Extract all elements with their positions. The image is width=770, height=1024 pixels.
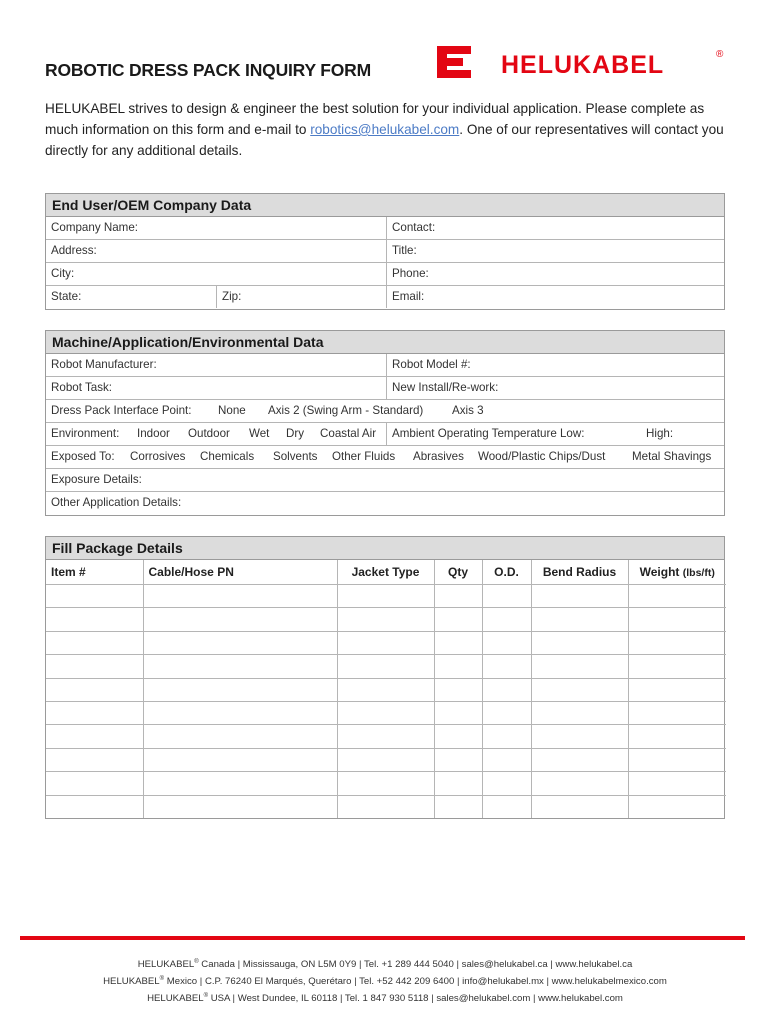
table-cell[interactable]: [337, 795, 434, 818]
table-row: [46, 795, 726, 818]
table-row: [46, 701, 726, 724]
weight-unit: (lbs/ft): [682, 567, 715, 579]
table-cell[interactable]: [628, 748, 726, 771]
table-cell[interactable]: [46, 585, 143, 608]
table-row: [46, 631, 726, 654]
address-row: [46, 240, 724, 263]
table-cell[interactable]: [482, 725, 531, 748]
environment-option-coastal-air[interactable]: Coastal Air: [320, 427, 377, 440]
robot-model-field[interactable]: Robot Model #:: [386, 354, 726, 376]
table-cell[interactable]: [434, 678, 482, 701]
intro-text-end: . One of our representatives will contact you directly for any additional details.: [45, 122, 724, 158]
table-cell[interactable]: [628, 701, 726, 724]
environment-option-indoor[interactable]: Indoor: [137, 427, 170, 440]
table-cell[interactable]: [46, 795, 143, 818]
form-title: ROBOTIC DRESS PACK INQUIRY FORM: [45, 60, 371, 80]
table-cell[interactable]: [143, 608, 337, 631]
contact-field[interactable]: Contact:: [386, 217, 726, 239]
column-header-bend-radius: Bend Radius: [531, 560, 628, 585]
interface-option-none[interactable]: None: [218, 404, 246, 417]
table-cell[interactable]: [434, 795, 482, 818]
table-cell[interactable]: [143, 585, 337, 608]
state-row: [46, 286, 724, 309]
exposed-row: [46, 446, 724, 469]
table-row: [46, 748, 726, 771]
logo-registered-mark: ®: [716, 49, 724, 60]
fill-package-heading: Fill Package Details: [46, 537, 724, 560]
fill-table-header-row: [46, 560, 726, 585]
table-row: [46, 772, 726, 795]
column-header-jacket-type: Jacket Type: [337, 560, 434, 585]
company-data-section: [45, 193, 725, 310]
state-field[interactable]: State:: [51, 290, 82, 303]
exposed-option-abrasives[interactable]: Abrasives: [413, 450, 464, 463]
table-cell[interactable]: [482, 795, 531, 818]
logo-wordmark: HELUKABEL: [501, 51, 665, 79]
column-header-cable-hose-pn: Cable/Hose PN: [143, 560, 337, 585]
table-cell[interactable]: [143, 631, 337, 654]
table-cell[interactable]: [434, 631, 482, 654]
weight-label: Weight: [639, 565, 680, 579]
footer-canada-text: Canada | Mississauga, ON L5M 0Y9 | Tel. +1 289 444 5040 | sales@helukabel.ca | www.helukabel.ca: [198, 959, 633, 971]
intro-text-start: HELUKABEL strives to design & engineer the best solution for your individual application. Please complete as much information on this form and e-mail to: [45, 101, 705, 137]
table-cell[interactable]: [434, 585, 482, 608]
table-cell[interactable]: [46, 608, 143, 631]
table-cell[interactable]: [337, 655, 434, 678]
table-cell[interactable]: [143, 655, 337, 678]
column-header-weight: [628, 560, 726, 585]
other-application-details-field[interactable]: Other Application Details:: [51, 496, 182, 509]
table-cell[interactable]: [46, 655, 143, 678]
machine-data-heading: Machine/Application/Environmental Data: [46, 331, 724, 354]
footer-canada: [0, 955, 770, 972]
table-cell[interactable]: [143, 748, 337, 771]
table-row: [46, 608, 726, 631]
exposed-option-solvents[interactable]: Solvents: [273, 450, 318, 463]
footer-divider: [20, 936, 745, 940]
table-cell[interactable]: [46, 631, 143, 654]
interface-label: Dress Pack Interface Point:: [51, 404, 192, 417]
table-cell[interactable]: [628, 678, 726, 701]
new-install-field[interactable]: New Install/Re-work:: [386, 377, 726, 399]
table-cell[interactable]: [531, 795, 628, 818]
environment-option-dry[interactable]: Dry: [286, 427, 305, 440]
robot-manufacturer-field[interactable]: Robot Manufacturer:: [51, 358, 157, 371]
table-cell[interactable]: [143, 772, 337, 795]
table-cell[interactable]: [337, 678, 434, 701]
table-cell[interactable]: [482, 655, 531, 678]
table-cell[interactable]: [628, 655, 726, 678]
fill-package-table: [46, 560, 726, 818]
table-cell[interactable]: [46, 748, 143, 771]
interface-option-axis-2[interactable]: Axis 2 (Swing Arm - Standard): [268, 404, 424, 417]
table-cell[interactable]: [531, 608, 628, 631]
column-header-qty: Qty: [434, 560, 482, 585]
table-cell[interactable]: [531, 678, 628, 701]
table-cell[interactable]: [337, 725, 434, 748]
fill-package-section: [45, 536, 725, 819]
column-header-od: O.D.: [482, 560, 531, 585]
robot-row: [46, 354, 724, 377]
footer-usa-text: USA | West Dundee, IL 60118 | Tel. 1 847 930 5118 | sales@helukabel.com | www.helukabel.com: [208, 993, 623, 1005]
zip-field[interactable]: Zip:: [216, 286, 386, 308]
footer-canada-reg: ®: [194, 959, 199, 965]
ambient-temp-low-field[interactable]: Ambient Operating Temperature Low:: [386, 423, 726, 445]
table-cell[interactable]: [531, 725, 628, 748]
interface-row: [46, 400, 724, 423]
table-cell[interactable]: [337, 585, 434, 608]
table-cell[interactable]: [628, 608, 726, 631]
table-cell[interactable]: [628, 795, 726, 818]
table-cell[interactable]: [46, 701, 143, 724]
exposed-option-corrosives[interactable]: Corrosives: [130, 450, 186, 463]
table-cell[interactable]: [628, 772, 726, 795]
footer-mexico-reg: ®: [159, 976, 165, 983]
table-cell[interactable]: [482, 631, 531, 654]
table-cell[interactable]: [337, 772, 434, 795]
table-cell[interactable]: [46, 678, 143, 701]
intro-paragraph: [45, 98, 735, 161]
company-row: [46, 217, 724, 240]
table-cell[interactable]: [531, 655, 628, 678]
city-row: [46, 263, 724, 286]
task-row: [46, 377, 724, 400]
table-cell[interactable]: [628, 631, 726, 654]
table-cell[interactable]: [531, 772, 628, 795]
robot-task-field[interactable]: Robot Task:: [51, 381, 113, 394]
footer-usa: [0, 989, 770, 1006]
company-name-field[interactable]: Company Name:: [51, 221, 138, 234]
table-cell[interactable]: [434, 772, 482, 795]
interface-option-axis-3[interactable]: Axis 3: [452, 404, 484, 417]
machine-data-section: [45, 330, 725, 516]
table-cell[interactable]: [434, 748, 482, 771]
table-row: [46, 585, 726, 608]
robotics-email-link[interactable]: robotics@helukabel.com: [310, 122, 460, 137]
environment-option-wet[interactable]: Wet: [249, 427, 270, 440]
table-row: [46, 655, 726, 678]
table-cell[interactable]: [482, 678, 531, 701]
city-field[interactable]: City:: [51, 267, 75, 280]
helukabel-mark-icon: [437, 46, 471, 78]
company-data-heading: End User/OEM Company Data: [46, 194, 724, 217]
table-cell[interactable]: [143, 678, 337, 701]
exposed-option-other-fluids[interactable]: Other Fluids: [332, 450, 396, 463]
email-field[interactable]: Email:: [386, 286, 726, 308]
exposed-option-chemicals[interactable]: Chemicals: [200, 450, 255, 463]
table-cell[interactable]: [337, 748, 434, 771]
table-cell[interactable]: [46, 725, 143, 748]
other-details-row: [46, 492, 724, 515]
exposure-details-field[interactable]: Exposure Details:: [51, 473, 142, 486]
column-header-item: Item #: [46, 560, 143, 585]
exposed-option-wood-plastic-chips[interactable]: Wood/Plastic Chips/Dust: [478, 450, 606, 463]
title-field[interactable]: Title:: [386, 240, 726, 262]
environment-row: [46, 423, 724, 446]
table-cell[interactable]: [531, 631, 628, 654]
table-cell[interactable]: [46, 772, 143, 795]
table-cell[interactable]: [337, 608, 434, 631]
table-cell[interactable]: [143, 795, 337, 818]
table-cell[interactable]: [337, 631, 434, 654]
table-cell[interactable]: [482, 585, 531, 608]
table-cell[interactable]: [482, 701, 531, 724]
helukabel-logo: [437, 46, 732, 80]
table-cell[interactable]: [434, 725, 482, 748]
table-cell[interactable]: [143, 701, 337, 724]
table-cell[interactable]: [434, 701, 482, 724]
exposure-details-row: [46, 469, 724, 492]
table-cell[interactable]: [482, 748, 531, 771]
table-cell[interactable]: [531, 748, 628, 771]
footer-usa-brand: HELUKABEL: [147, 993, 204, 1005]
table-cell[interactable]: [434, 655, 482, 678]
footer-mexico: [0, 972, 770, 989]
exposed-label: Exposed To:: [51, 450, 115, 463]
footer-usa-reg: ®: [203, 993, 209, 1000]
table-cell[interactable]: [143, 725, 337, 748]
table-row: [46, 725, 726, 748]
footer-canada-brand: HELUKABEL: [137, 959, 195, 971]
exposed-option-metal-shavings[interactable]: Metal Shavings: [632, 450, 712, 463]
table-cell[interactable]: [628, 585, 726, 608]
table-cell[interactable]: [628, 725, 726, 748]
table-cell[interactable]: [531, 701, 628, 724]
environment-option-outdoor[interactable]: Outdoor: [188, 427, 230, 440]
table-row: [46, 678, 726, 701]
environment-label: Environment:: [51, 427, 120, 440]
address-field[interactable]: Address:: [51, 244, 97, 257]
table-cell[interactable]: [482, 608, 531, 631]
ambient-temp-high-field[interactable]: High:: [646, 427, 674, 440]
footer-mexico-brand: HELUKABEL: [103, 976, 160, 988]
table-cell[interactable]: [482, 772, 531, 795]
footer: [0, 955, 770, 1007]
phone-field[interactable]: Phone:: [386, 263, 726, 285]
table-cell[interactable]: [337, 701, 434, 724]
table-cell[interactable]: [531, 585, 628, 608]
footer-mexico-text: Mexico | C.P. 76240 El Marqués, Querétaro | Tel. +52 442 209 6400 | info@helukabel.mx | www.helukabelmexico.com: [164, 976, 667, 988]
table-cell[interactable]: [434, 608, 482, 631]
